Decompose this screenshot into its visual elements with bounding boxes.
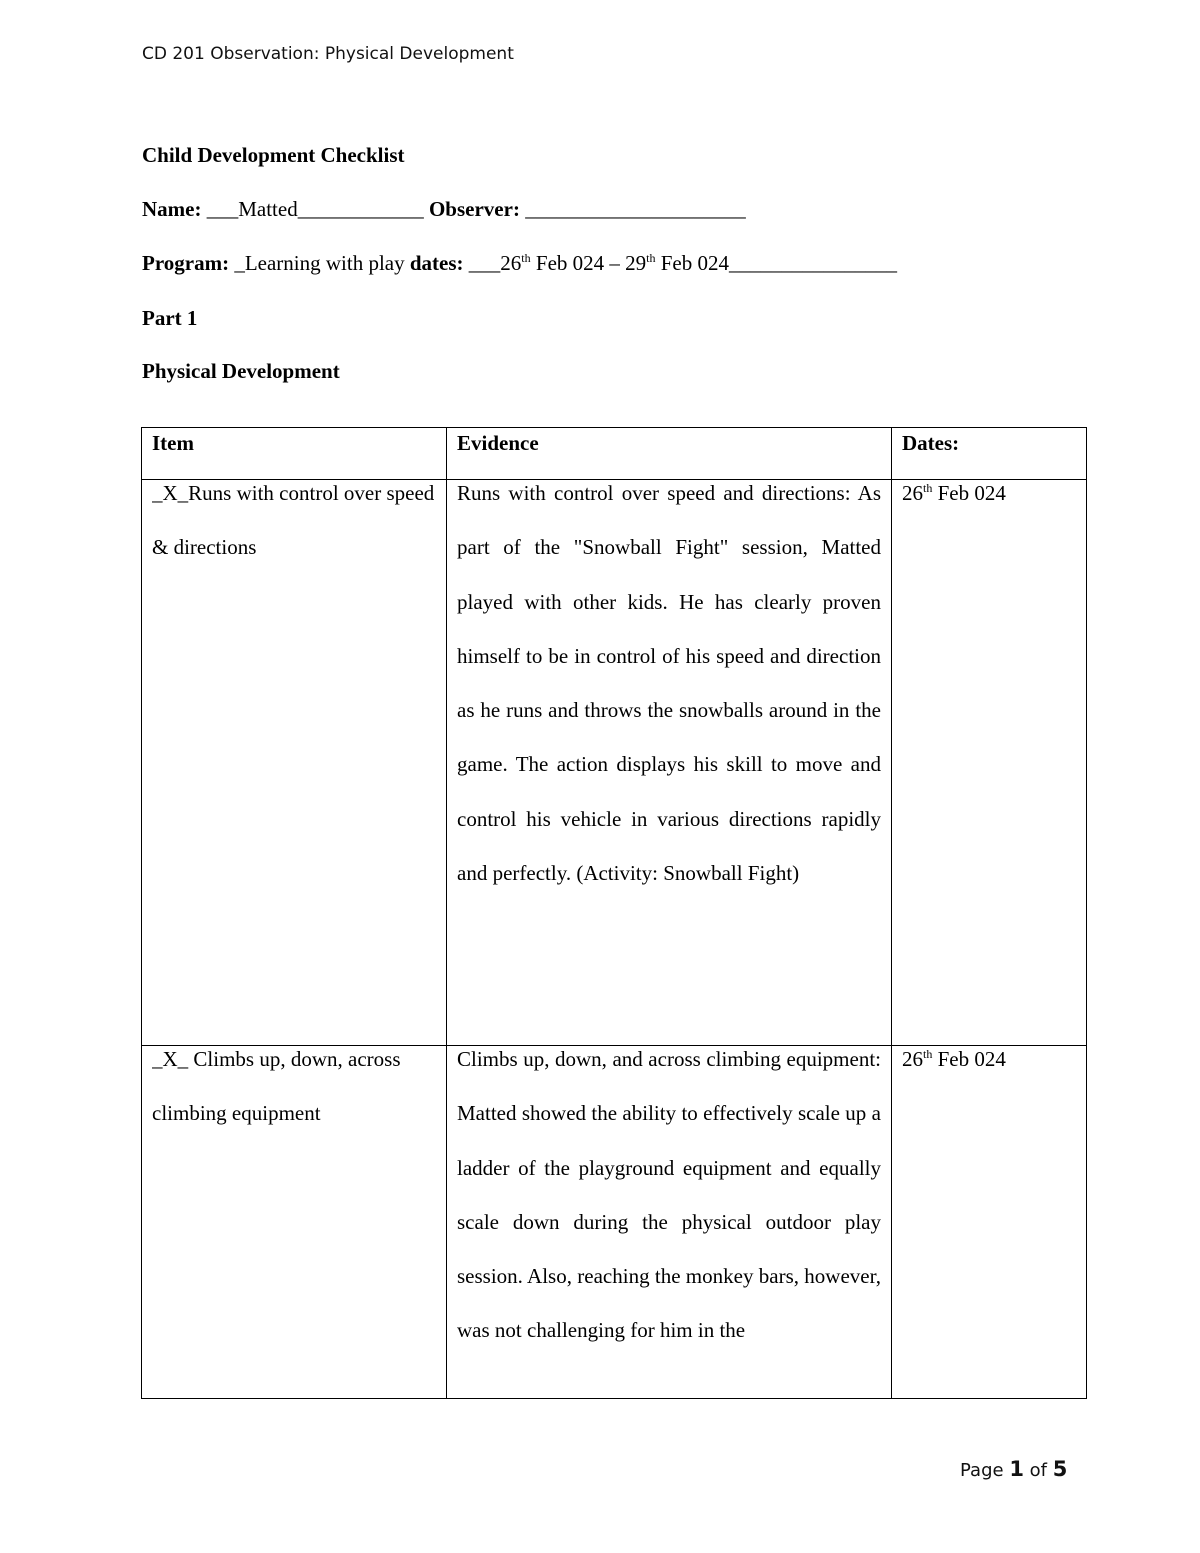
section-heading: Physical Development: [142, 359, 340, 383]
running-header: CD 201 Observation: Physical Development: [142, 44, 514, 64]
date-text: 26th Feb 024: [902, 1047, 1006, 1071]
item-text: _X_ Climbs up, down, across climbing equipment: [152, 1047, 401, 1126]
item-text: _X_Runs with control over speed & directions: [152, 481, 435, 560]
program-value: _Learning with play: [234, 251, 405, 275]
name-label: Name:: [142, 197, 202, 221]
evidence-text: Runs with control over speed and directions: As part of the "Snowball Fight" session, Matted played with other kids. He has clearly proven himself to be in control of his speed and direction as he runs and throws the snowballs around in the game. The action displays his skill to move and control his vehicle in various directions rapidly and perfectly. (Activity: Snowball Fight): [457, 481, 881, 886]
table-row: [142, 1046, 1087, 1399]
checklist-table: [141, 427, 1087, 1399]
column-header-dates: Dates:: [892, 428, 1087, 480]
item-cell: [142, 1046, 447, 1399]
column-header-item: Item: [142, 428, 447, 480]
item-cell: [142, 480, 447, 1046]
page-number: Page 1 of 5: [960, 1457, 1068, 1481]
dates-value: ___26th Feb 024 – 29th Feb 024________________: [468, 251, 897, 275]
observer-value: _____________________: [525, 197, 746, 221]
name-observer-line: [142, 197, 746, 222]
date-cell: [892, 1046, 1087, 1399]
table-row: [142, 480, 1087, 1046]
evidence-text: Climbs up, down, and across climbing equipment: Matted showed the ability to effectively scale up a ladder of the playground equipment and equally scale down during the physical outdoor play session. Also, reaching the monkey bars, however, was not challenging for him in the: [457, 1047, 881, 1343]
dates-label: dates:: [409, 251, 464, 275]
observer-label: Observer:: [428, 197, 520, 221]
document-title: Child Development Checklist: [142, 143, 405, 167]
evidence-cell: [447, 1046, 892, 1399]
column-header-evidence: Evidence: [447, 428, 892, 480]
program-label: Program:: [142, 251, 230, 275]
evidence-cell: [447, 480, 892, 1046]
program-dates-line: [142, 251, 897, 276]
date-text: 26th Feb 024: [902, 481, 1006, 505]
date-cell: [892, 480, 1087, 1046]
name-value: ___Matted____________: [206, 197, 424, 221]
part-heading: Part 1: [142, 306, 198, 330]
